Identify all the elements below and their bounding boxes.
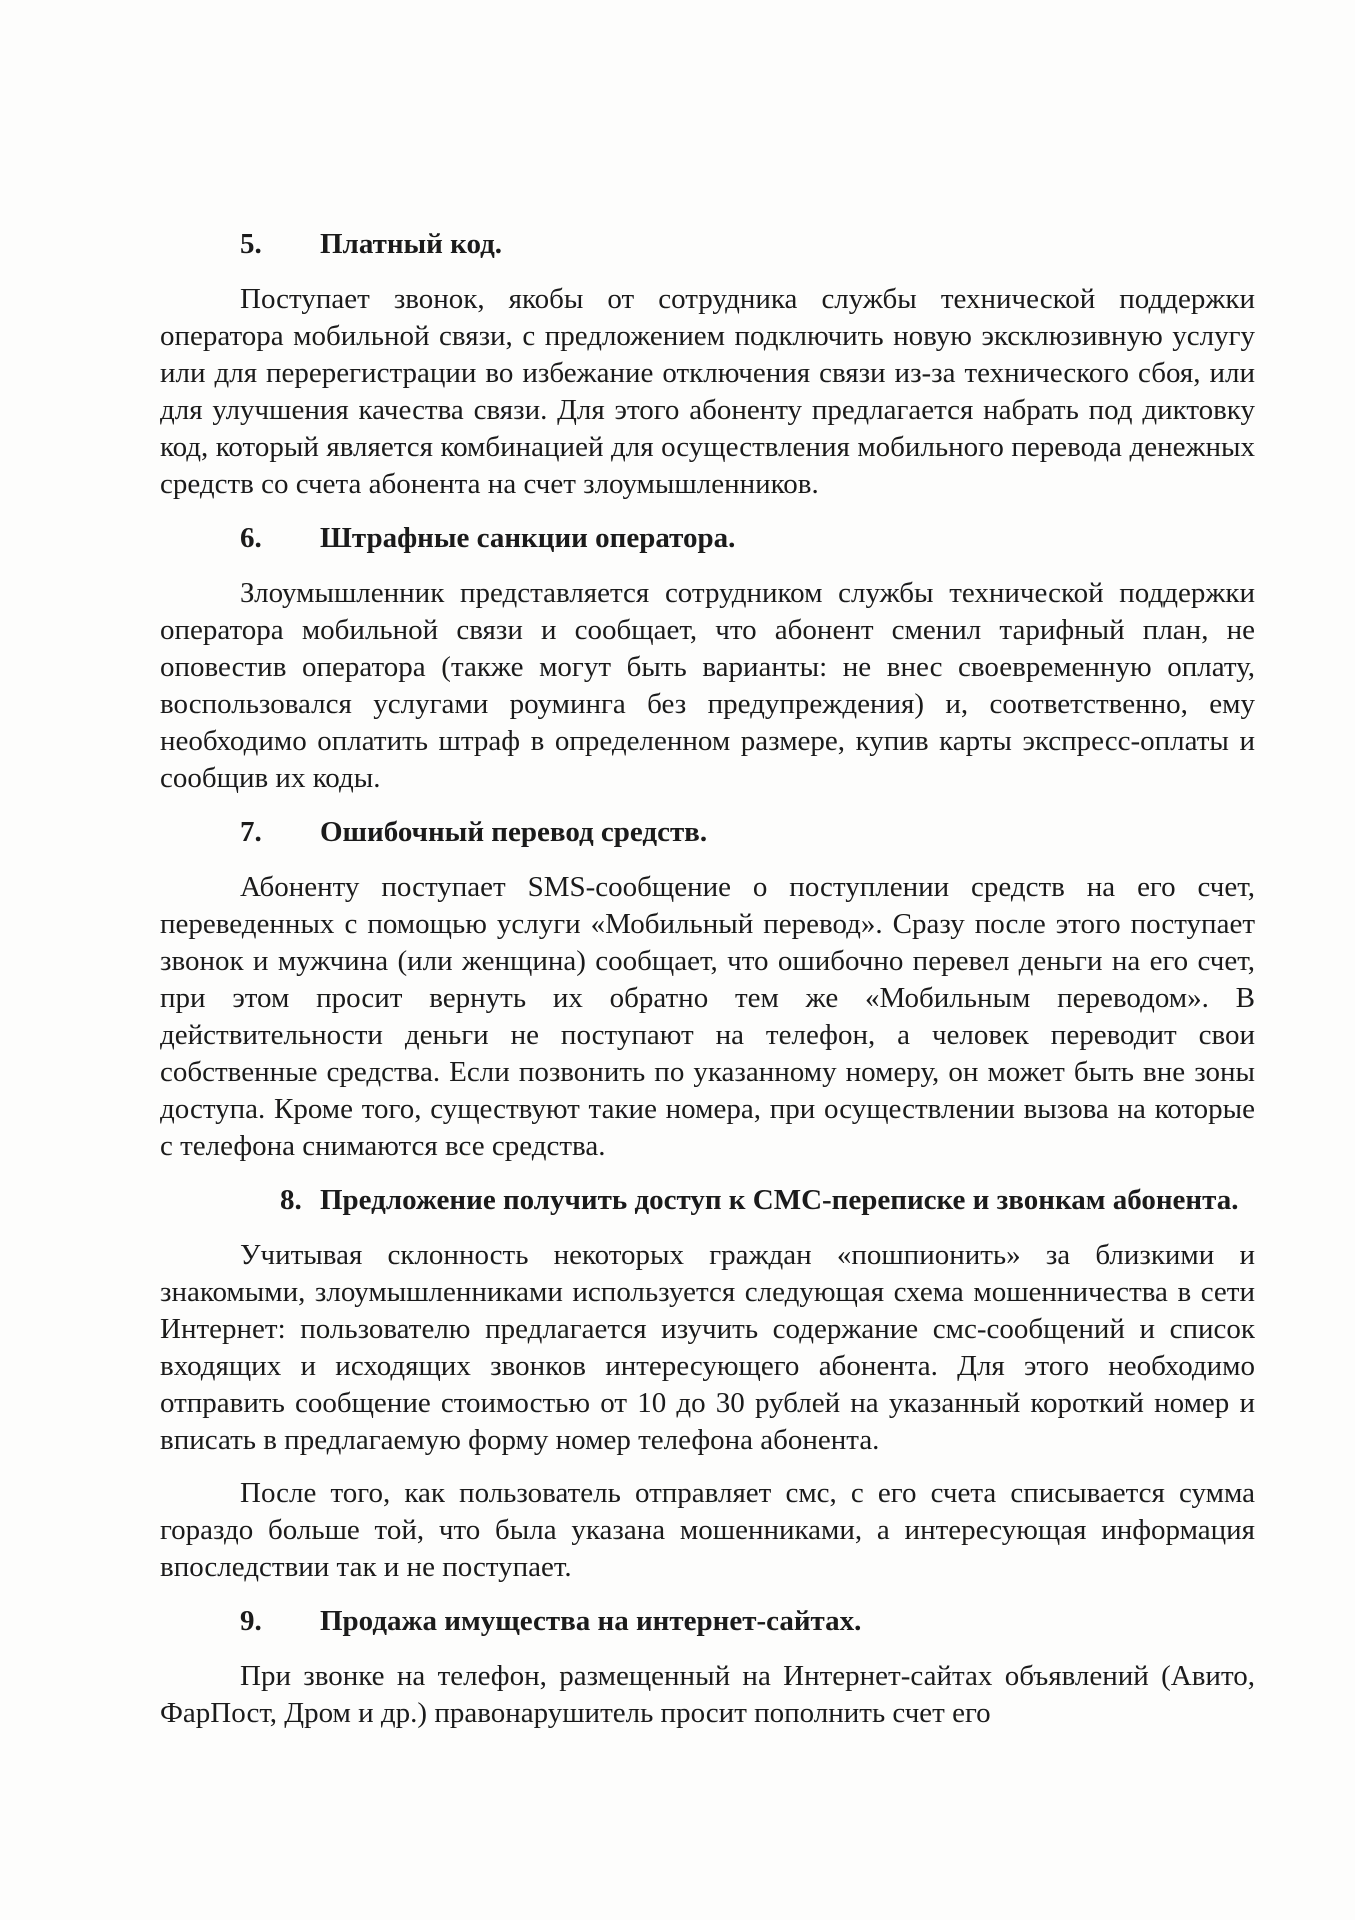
section-heading-7	[160, 813, 1255, 851]
section-heading-8	[160, 1181, 1255, 1219]
section-title: Ошибочный перевод средств.	[320, 816, 708, 848]
section-title: Продажа имущества на интернет-сайтах.	[320, 1605, 862, 1637]
paragraph: При звонке на телефон, размещенный на Интернет-сайтах объявлений (Авито, ФарПост, Дром и др.) правонарушитель просит пополнить счет его	[160, 1660, 1255, 1729]
paragraph: После того, как пользователь отправляет смс, с его счета списывается сумма гораздо больше той, что была указана мошенниками, а интересующая информация впоследствии так и не поступает.	[160, 1477, 1255, 1583]
section-number: 7.	[240, 816, 262, 848]
section-heading-5	[160, 225, 1255, 263]
section-title: Предложение получить доступ к СМС-переписке и звонкам абонента.	[320, 1184, 1239, 1216]
section-number: 9.	[240, 1605, 262, 1637]
document-body	[160, 225, 1255, 1744]
section-title: Штрафные санкции оператора.	[320, 522, 736, 554]
paragraph: Поступает звонок, якобы от сотрудника службы технической поддержки оператора мобильной связи, с предложением подключить новую эксклюзивную услугу или для перерегистрации во избежание отключения связи из-за технического сбоя, или для улучшения качества связи. Для этого абоненту предлагается набрать под диктовку код, который является комбинацией для осуществления мобильного перевода денежных средств со счета абонента на счет злоумышленников.	[160, 283, 1255, 500]
paragraph: Абоненту поступает SMS-сообщение о поступлении средств на его счет, переведенных с помощью услуги «Мобильный перевод». Сразу после этого поступает звонок и мужчина (или женщина) сообщает, что ошибочно перевел деньги на его счет, при этом просит вернуть их обратно тем же «Мобильным переводом». В действительности деньги не поступают на телефон, а человек переводит свои собственные средства. Если позвонить по указанному номеру, он может быть вне зоны доступа. Кроме того, существуют такие номера, при осуществлении вызова на которые с телефона снимаются все средства.	[160, 871, 1255, 1162]
paragraph: Учитывая склонность некоторых граждан «пошпионить» за близкими и знакомыми, злоумышленниками используется следующая схема мошенничества в сети Интернет: пользователю предлагается изучить содержание смс-сообщений и список входящих и исходящих звонков интересующего абонента. Для этого необходимо отправить сообщение стоимостью от 10 до 30 рублей на указанный короткий номер и вписать в предлагаемую форму номер телефона абонента.	[160, 1239, 1255, 1456]
section-number: 6.	[240, 522, 262, 554]
paragraph: Злоумышленник представляется сотрудником службы технической поддержки оператора мобильной связи и сообщает, что абонент сменил тарифный план, не оповестив оператора (также могут быть варианты: не внес своевременную оплату, воспользовался услугами роуминга без предупреждения) и, соответственно, ему необходимо оплатить штраф в определенном размере, купив карты экспресс-оплаты и сообщив их коды.	[160, 577, 1255, 794]
section-heading-9	[160, 1602, 1255, 1640]
section-number: 5.	[240, 228, 262, 260]
section-title: Платный код.	[320, 228, 503, 260]
section-heading-6	[160, 519, 1255, 557]
section-number: 8.	[280, 1184, 302, 1216]
